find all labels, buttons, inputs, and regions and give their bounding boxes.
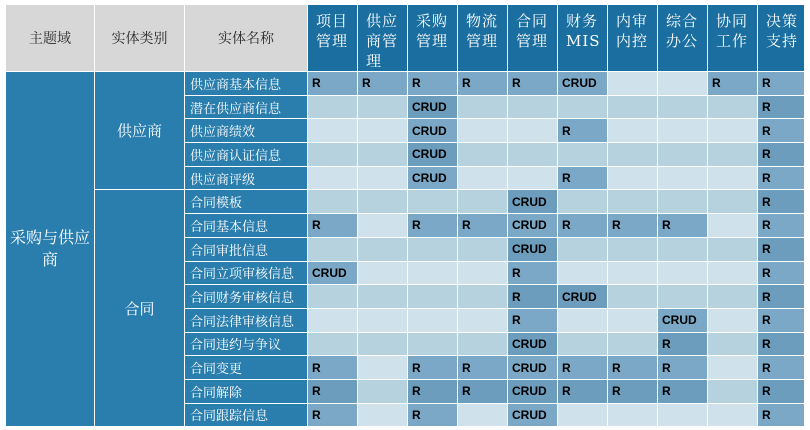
access-cell: R xyxy=(358,72,408,96)
access-cell xyxy=(658,119,708,143)
access-cell xyxy=(708,380,758,404)
access-cell xyxy=(608,404,658,428)
access-cell: R xyxy=(558,356,608,380)
access-cell xyxy=(608,285,658,309)
access-cell: R xyxy=(758,309,805,333)
access-cell xyxy=(358,167,408,191)
access-cell: R xyxy=(508,72,558,96)
entity-name-cell: 供应商基本信息 xyxy=(185,72,308,96)
entity-name-cell: 供应商绩效 xyxy=(185,119,308,143)
entity-type-cell: 供应商 xyxy=(95,72,185,190)
access-cell: R xyxy=(558,380,608,404)
access-cell xyxy=(558,333,608,357)
access-cell xyxy=(358,356,408,380)
access-cell xyxy=(308,333,358,357)
access-cell: CRUD xyxy=(508,214,558,238)
access-cell: R xyxy=(408,356,458,380)
access-cell: R xyxy=(558,214,608,238)
access-cell: R xyxy=(758,404,805,428)
access-cell: R xyxy=(558,119,608,143)
entity-name-cell: 合同解除 xyxy=(185,380,308,404)
access-cell xyxy=(458,262,508,286)
header-system-supplier: 供应 商管 理 xyxy=(358,5,408,72)
header-system-office: 综合 办公 xyxy=(658,5,708,72)
access-cell: R xyxy=(608,214,658,238)
access-cell: R xyxy=(508,262,558,286)
header-system-decision: 决策 支持 xyxy=(758,5,805,72)
access-cell xyxy=(608,96,658,120)
access-cell xyxy=(608,262,658,286)
access-cell xyxy=(608,119,658,143)
entity-name-cell: 合同模板 xyxy=(185,190,308,214)
access-cell: R xyxy=(658,380,708,404)
access-cell: R xyxy=(458,214,508,238)
access-cell xyxy=(308,238,358,262)
domain-cell: 采购与供应 商 xyxy=(6,72,95,427)
access-cell xyxy=(708,333,758,357)
access-cell xyxy=(658,285,708,309)
access-cell xyxy=(558,404,608,428)
header-system-project: 项目 管理 xyxy=(308,5,358,72)
access-cell xyxy=(358,143,408,167)
header-entity-type: 实体类别 xyxy=(95,5,185,72)
header-system-audit: 内审 内控 xyxy=(608,5,658,72)
access-cell: CRUD xyxy=(508,333,558,357)
access-cell xyxy=(458,285,508,309)
access-cell: CRUD xyxy=(408,119,458,143)
entity-name-cell: 供应商评级 xyxy=(185,167,308,191)
access-cell xyxy=(658,96,708,120)
access-cell: R xyxy=(658,356,708,380)
header-system-contract: 合同 管理 xyxy=(508,5,558,72)
access-cell xyxy=(458,96,508,120)
header-system-finance: 财务 MIS xyxy=(558,5,608,72)
access-cell xyxy=(308,96,358,120)
access-cell: R xyxy=(758,167,805,191)
access-cell: R xyxy=(758,262,805,286)
access-cell xyxy=(308,119,358,143)
access-cell: R xyxy=(758,72,805,96)
crud-matrix-table xyxy=(6,5,805,427)
access-cell xyxy=(508,119,558,143)
access-cell xyxy=(358,262,408,286)
access-cell xyxy=(358,214,408,238)
access-cell: CRUD xyxy=(408,143,458,167)
access-cell xyxy=(358,119,408,143)
access-cell: R xyxy=(758,143,805,167)
access-cell: CRUD xyxy=(508,380,558,404)
access-cell xyxy=(358,238,408,262)
entity-name-cell: 合同立项审核信息 xyxy=(185,262,308,286)
access-cell: R xyxy=(558,167,608,191)
access-cell xyxy=(408,238,458,262)
access-cell: CRUD xyxy=(408,167,458,191)
access-cell xyxy=(358,404,408,428)
header-system-collab: 协同 工作 xyxy=(708,5,758,72)
access-cell xyxy=(558,309,608,333)
access-cell: R xyxy=(758,190,805,214)
access-cell: R xyxy=(658,333,708,357)
access-cell: R xyxy=(758,119,805,143)
access-cell xyxy=(308,285,358,309)
header-domain: 主题域 xyxy=(6,5,95,72)
table-header xyxy=(6,5,805,72)
access-cell: R xyxy=(408,214,458,238)
access-cell xyxy=(458,143,508,167)
access-cell: R xyxy=(458,356,508,380)
entity-name-cell: 合同违约与争议 xyxy=(185,333,308,357)
access-cell: CRUD xyxy=(508,404,558,428)
access-cell: R xyxy=(508,285,558,309)
access-cell xyxy=(358,333,408,357)
access-cell xyxy=(358,96,408,120)
access-cell xyxy=(358,285,408,309)
access-cell xyxy=(558,190,608,214)
header-entity-name: 实体名称 xyxy=(185,5,308,72)
entity-name-cell: 合同变更 xyxy=(185,356,308,380)
access-cell: R xyxy=(308,72,358,96)
access-cell xyxy=(658,262,708,286)
access-cell: R xyxy=(458,380,508,404)
access-cell: R xyxy=(758,356,805,380)
access-cell xyxy=(558,238,608,262)
access-cell: R xyxy=(758,285,805,309)
access-cell: R xyxy=(308,356,358,380)
access-cell xyxy=(708,356,758,380)
access-cell xyxy=(408,190,458,214)
access-cell: R xyxy=(608,380,658,404)
access-cell xyxy=(658,190,708,214)
access-cell xyxy=(658,143,708,167)
access-cell xyxy=(408,262,458,286)
access-cell xyxy=(708,238,758,262)
access-cell xyxy=(708,167,758,191)
access-cell xyxy=(458,333,508,357)
access-cell: R xyxy=(308,404,358,428)
access-cell xyxy=(458,119,508,143)
entity-type-cell: 合同 xyxy=(95,190,185,427)
access-cell xyxy=(358,380,408,404)
access-cell xyxy=(708,143,758,167)
access-cell: CRUD xyxy=(558,72,608,96)
access-cell xyxy=(608,309,658,333)
access-cell xyxy=(658,72,708,96)
access-cell xyxy=(458,309,508,333)
access-cell: R xyxy=(658,214,708,238)
table-body xyxy=(6,72,805,427)
access-cell xyxy=(608,190,658,214)
entity-name-cell: 潜在供应商信息 xyxy=(185,96,308,120)
access-cell xyxy=(708,309,758,333)
access-cell: R xyxy=(458,72,508,96)
access-cell xyxy=(458,190,508,214)
access-cell: CRUD xyxy=(508,356,558,380)
access-cell xyxy=(408,333,458,357)
access-cell xyxy=(658,404,708,428)
access-cell: R xyxy=(308,214,358,238)
access-cell xyxy=(508,96,558,120)
access-cell: R xyxy=(758,333,805,357)
table-row xyxy=(6,190,805,214)
access-cell: CRUD xyxy=(658,309,708,333)
header-system-logistics: 物流 管理 xyxy=(458,5,508,72)
access-cell: R xyxy=(408,72,458,96)
access-cell xyxy=(458,238,508,262)
access-cell xyxy=(358,309,408,333)
access-cell: R xyxy=(758,238,805,262)
access-cell xyxy=(708,190,758,214)
access-cell xyxy=(708,262,758,286)
access-cell xyxy=(558,96,608,120)
access-cell xyxy=(458,167,508,191)
access-cell xyxy=(658,238,708,262)
entity-name-cell: 供应商认证信息 xyxy=(185,143,308,167)
entity-name-cell: 合同基本信息 xyxy=(185,214,308,238)
access-cell xyxy=(358,190,408,214)
access-cell: R xyxy=(708,72,758,96)
entity-name-cell: 合同法律审核信息 xyxy=(185,309,308,333)
access-cell xyxy=(458,404,508,428)
access-cell xyxy=(708,214,758,238)
access-cell: R xyxy=(758,380,805,404)
access-cell xyxy=(608,143,658,167)
access-cell: CRUD xyxy=(508,190,558,214)
access-cell: R xyxy=(608,356,658,380)
access-cell xyxy=(408,285,458,309)
entity-name-cell: 合同跟踪信息 xyxy=(185,404,308,428)
access-cell xyxy=(308,309,358,333)
access-cell xyxy=(558,262,608,286)
access-cell: R xyxy=(758,96,805,120)
access-cell xyxy=(658,167,708,191)
access-cell xyxy=(608,333,658,357)
access-cell xyxy=(708,119,758,143)
access-cell xyxy=(708,404,758,428)
access-cell xyxy=(608,72,658,96)
access-cell xyxy=(608,167,658,191)
access-cell xyxy=(508,167,558,191)
table-row xyxy=(6,72,805,96)
access-cell: CRUD xyxy=(308,262,358,286)
entity-name-cell: 合同审批信息 xyxy=(185,238,308,262)
access-cell: R xyxy=(408,380,458,404)
access-cell xyxy=(558,143,608,167)
access-cell xyxy=(308,167,358,191)
access-cell: R xyxy=(758,214,805,238)
header-row xyxy=(6,5,805,72)
access-cell xyxy=(708,96,758,120)
access-cell xyxy=(708,285,758,309)
header-system-procurement: 采购 管理 xyxy=(408,5,458,72)
access-cell: CRUD xyxy=(508,238,558,262)
access-cell xyxy=(308,143,358,167)
access-cell xyxy=(508,143,558,167)
access-cell xyxy=(308,190,358,214)
access-cell xyxy=(408,309,458,333)
access-cell: CRUD xyxy=(408,96,458,120)
access-cell: R xyxy=(508,309,558,333)
access-cell: R xyxy=(308,380,358,404)
access-cell: R xyxy=(408,404,458,428)
access-cell: CRUD xyxy=(558,285,608,309)
entity-name-cell: 合同财务审核信息 xyxy=(185,285,308,309)
access-cell xyxy=(608,238,658,262)
